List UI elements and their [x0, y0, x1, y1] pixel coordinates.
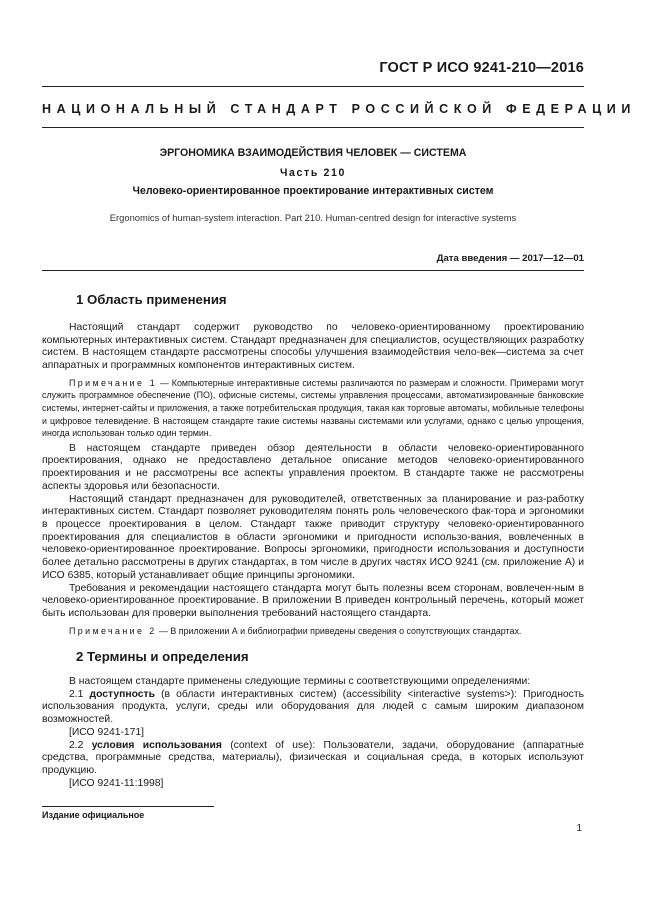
- paragraph: В настоящем стандарте применены следующие термины с соответствующими определениями:: [69, 676, 531, 687]
- section-2-body: [42, 676, 584, 790]
- term-reference: [ИСО 9241-11:1998]: [69, 777, 164, 789]
- term-name: условия использования: [91, 739, 222, 751]
- section-1-body: [42, 322, 584, 637]
- term-definition: (в области интерактивных систем) (accessibility <interactive systems>): Пригодность использования продукта, услуги, среды или оборудования для людей с самым широким диапазоном возможностей.: [42, 688, 584, 726]
- title-rule: [42, 127, 584, 128]
- term-2-2: [42, 740, 584, 778]
- note-2: [42, 625, 584, 638]
- section-2-heading: 2 Термины и определения: [76, 649, 249, 664]
- header-rule: [42, 86, 584, 87]
- note-label: Примечание 2: [69, 625, 157, 636]
- document-title: ЭРГОНОМИКА ВЗАИМОДЕЙСТВИЯ ЧЕЛОВЕК — СИСТЕМА: [159, 147, 467, 159]
- term-reference: [ИСО 9241-171]: [69, 726, 145, 738]
- paragraph: Настоящий стандарт предназначен для руководителей, ответственных за планирование и раз-работку интерактивных систем. Стандарт позволяет руководителям понять роль человеческого фак-тора и эргономики в процессе проектирования в целом. Стандарт также приводит структуру человеко-ориентированного проектирования для специалистов в области эргономики и пригодности использо-вания, вовлеченных в человеко-ориентированное проектирование. Вопросы эргономики, пригодности использования и доступности более детально рассмотрены в других стандартах, в том числе в других частях ИСО 9241 (см. приложение А) и ИСО 6385, который устанавливает общие принципы эргономики.: [42, 493, 584, 581]
- term-name: доступность: [89, 688, 155, 700]
- document-part: Часть 210: [280, 167, 346, 179]
- edition-label: Издание официальное: [42, 810, 145, 820]
- paragraph: Требования и рекомендации настоящего стандарта могут быть полезны всем сторонам, вовлечен-ным в человеко-ориентированное проектирование. В приложении В приведен контрольный перечень, который может быть использован для проверки выполнения требований настоящего стандарта.: [42, 582, 584, 619]
- note-text: — В приложении А и библиографии приведены сведения о сопутствующих стандартах.: [156, 625, 522, 636]
- term-definition: (context of use): Пользователи, задачи, оборудование (аппаратные средства, программные средства, материалы), физическая и социальная среда, в которых используют продукцию.: [42, 739, 584, 776]
- note-label: Примечание 1: [69, 377, 158, 388]
- note-text: — Компьютерные интерактивные системы различаются по размерам и сложности. Примерами могут служить программное обеспечение (ПО), офисные системы, системы управления процессами, автоматизированные банковские системы, интернет-сайты и приложения, а также потребительская продукция, такая как торговые автоматы, мобильные телефоны и цифровое телевидение. В настоящем стандарте такие системы названы системами или услугами, однако с целью упрощения, иногда использован только один термин.: [42, 377, 585, 439]
- term-number: 2.1: [69, 688, 90, 700]
- term-number: 2.2: [69, 739, 92, 751]
- page-number: 1: [576, 823, 582, 834]
- date-rule: [42, 270, 584, 271]
- introduction-date: Дата введения — 2017—12—01: [436, 253, 584, 264]
- paragraph: В настоящем стандарте приведен обзор деятельности в области человеко-ориентированного проектирования, однако не предоставлено детальное описание методов человеко-ориентированного проектирования и не рассмотрены все аспекты управления проектом. В стандарте также не рассмотрены аспекты здоровья или безопасности.: [42, 442, 584, 492]
- paragraph: Настоящий стандарт содержит руководство по человеко-ориентированному проектированию компьютерных интерактивных систем. Стандарт предназначен для специалистов, осуществляющих разработку систем. В настоящем стандарте рассмотрены способы улучшения взаимодействия чело-век—система за счет аппаратных и программных компонентов интерактивных систем.: [42, 322, 584, 372]
- footer-rule: [42, 806, 214, 807]
- section-1-heading: 1 Область применения: [76, 292, 227, 307]
- term-2-1: [42, 689, 584, 727]
- national-standard-title: НАЦИОНАЛЬНЫЙ СТАНДАРТ РОССИЙСКОЙ ФЕДЕРАЦИИ: [42, 102, 636, 116]
- standard-id: ГОСТ Р ИСО 9241-210—2016: [379, 60, 584, 76]
- english-title: Ergonomics of human-system interaction. Part 210. Human-centred design for interactive systems: [109, 212, 517, 223]
- document-subtitle: Человеко-ориентированное проектирование интерактивных систем: [132, 185, 494, 197]
- note-1: [42, 377, 584, 440]
